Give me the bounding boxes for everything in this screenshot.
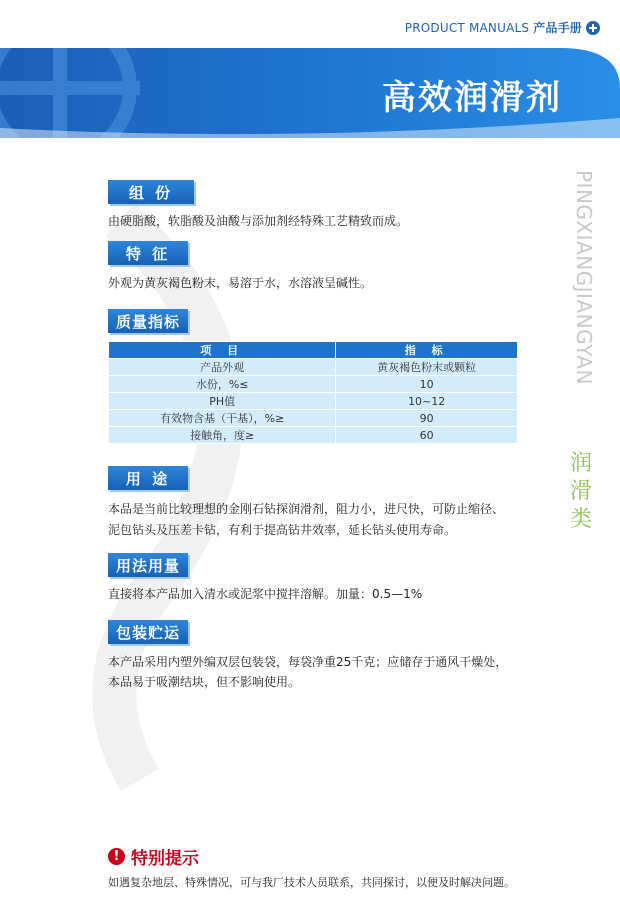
features-text: 外观为黄灰褐色粉末，易溶于水，水溶液呈碱性。 bbox=[108, 276, 373, 290]
quality-spec-table bbox=[108, 341, 518, 444]
product-manuals-en: PRODUCT MANUALS bbox=[404, 20, 530, 35]
table-cell: PH值 bbox=[109, 393, 336, 410]
dosage-text: 直接将本产品加入清水或泥浆中搅拌溶解。加量：0.5—1% bbox=[108, 587, 423, 601]
table-row bbox=[109, 410, 518, 427]
table-cell: 90 bbox=[336, 410, 518, 427]
table-row bbox=[109, 376, 518, 393]
usage-text-line1: 本品是当前比较理想的金刚石钻探润滑剂，阻力小，进尺快，可防止缩径、 bbox=[108, 502, 505, 516]
table-cell: 有效物含基（干基），%≥ bbox=[109, 410, 336, 427]
table-row bbox=[109, 427, 518, 444]
composition-text: 由硬脂酸，软脂酸及油酸与添加剂经特殊工艺精致而成。 bbox=[108, 214, 409, 228]
table-cell: 产品外观 bbox=[109, 359, 336, 376]
product-manuals-label bbox=[405, 19, 600, 36]
column-header-spec: 指 标 bbox=[336, 342, 518, 359]
exclamation-icon: ! bbox=[108, 848, 125, 865]
table-row bbox=[109, 393, 518, 410]
section-heading-features: 特 征 bbox=[108, 241, 188, 265]
page-title: 高效润滑剂 bbox=[382, 78, 562, 118]
side-pinyin-text: PINGXIANGJIANGYAN bbox=[572, 170, 596, 385]
special-notice-text: 如遇复杂地层、特殊情况，可与我厂技术人员联系，共同探讨，以便及时解决问题。 bbox=[108, 876, 515, 889]
product-manuals-cn: 产品手册 bbox=[533, 21, 582, 35]
table-cell: 10 bbox=[336, 376, 518, 393]
company-logo-icon bbox=[586, 21, 600, 35]
table-cell: 60 bbox=[336, 427, 518, 444]
table-cell: 黄灰褐色粉末或颗粒 bbox=[336, 359, 518, 376]
section-heading-usage: 用 途 bbox=[108, 466, 188, 490]
column-header-item: 项 目 bbox=[109, 342, 336, 359]
section-heading-packaging: 包装贮运 bbox=[108, 620, 188, 644]
packaging-text-line1: 本产品采用内塑外编双层包装袋，每袋净重25千克；应储存于通风干燥处， bbox=[108, 655, 508, 669]
section-heading-quality: 质量指标 bbox=[108, 309, 188, 333]
table-header-row bbox=[109, 342, 518, 359]
table-row bbox=[109, 359, 518, 376]
packaging-text-line2: 本品易于吸潮结块，但不影响使用。 bbox=[108, 675, 301, 689]
special-notice-title: 特别提示 bbox=[131, 849, 199, 869]
table-cell: 水份，%≤ bbox=[109, 376, 336, 393]
section-heading-composition: 组 份 bbox=[108, 180, 194, 204]
title-banner bbox=[0, 48, 620, 138]
table-cell: 10~12 bbox=[336, 393, 518, 410]
special-notice-heading bbox=[108, 844, 199, 869]
top-bar bbox=[0, 0, 620, 48]
section-heading-dosage: 用法用量 bbox=[108, 553, 188, 577]
usage-text-line2: 泥包钻头及压差卡钻，有利于提高钻井效率，延长钻头使用寿命。 bbox=[108, 523, 457, 537]
table-cell: 接触角，度≥ bbox=[109, 427, 336, 444]
side-category: 润滑类 bbox=[569, 451, 592, 532]
